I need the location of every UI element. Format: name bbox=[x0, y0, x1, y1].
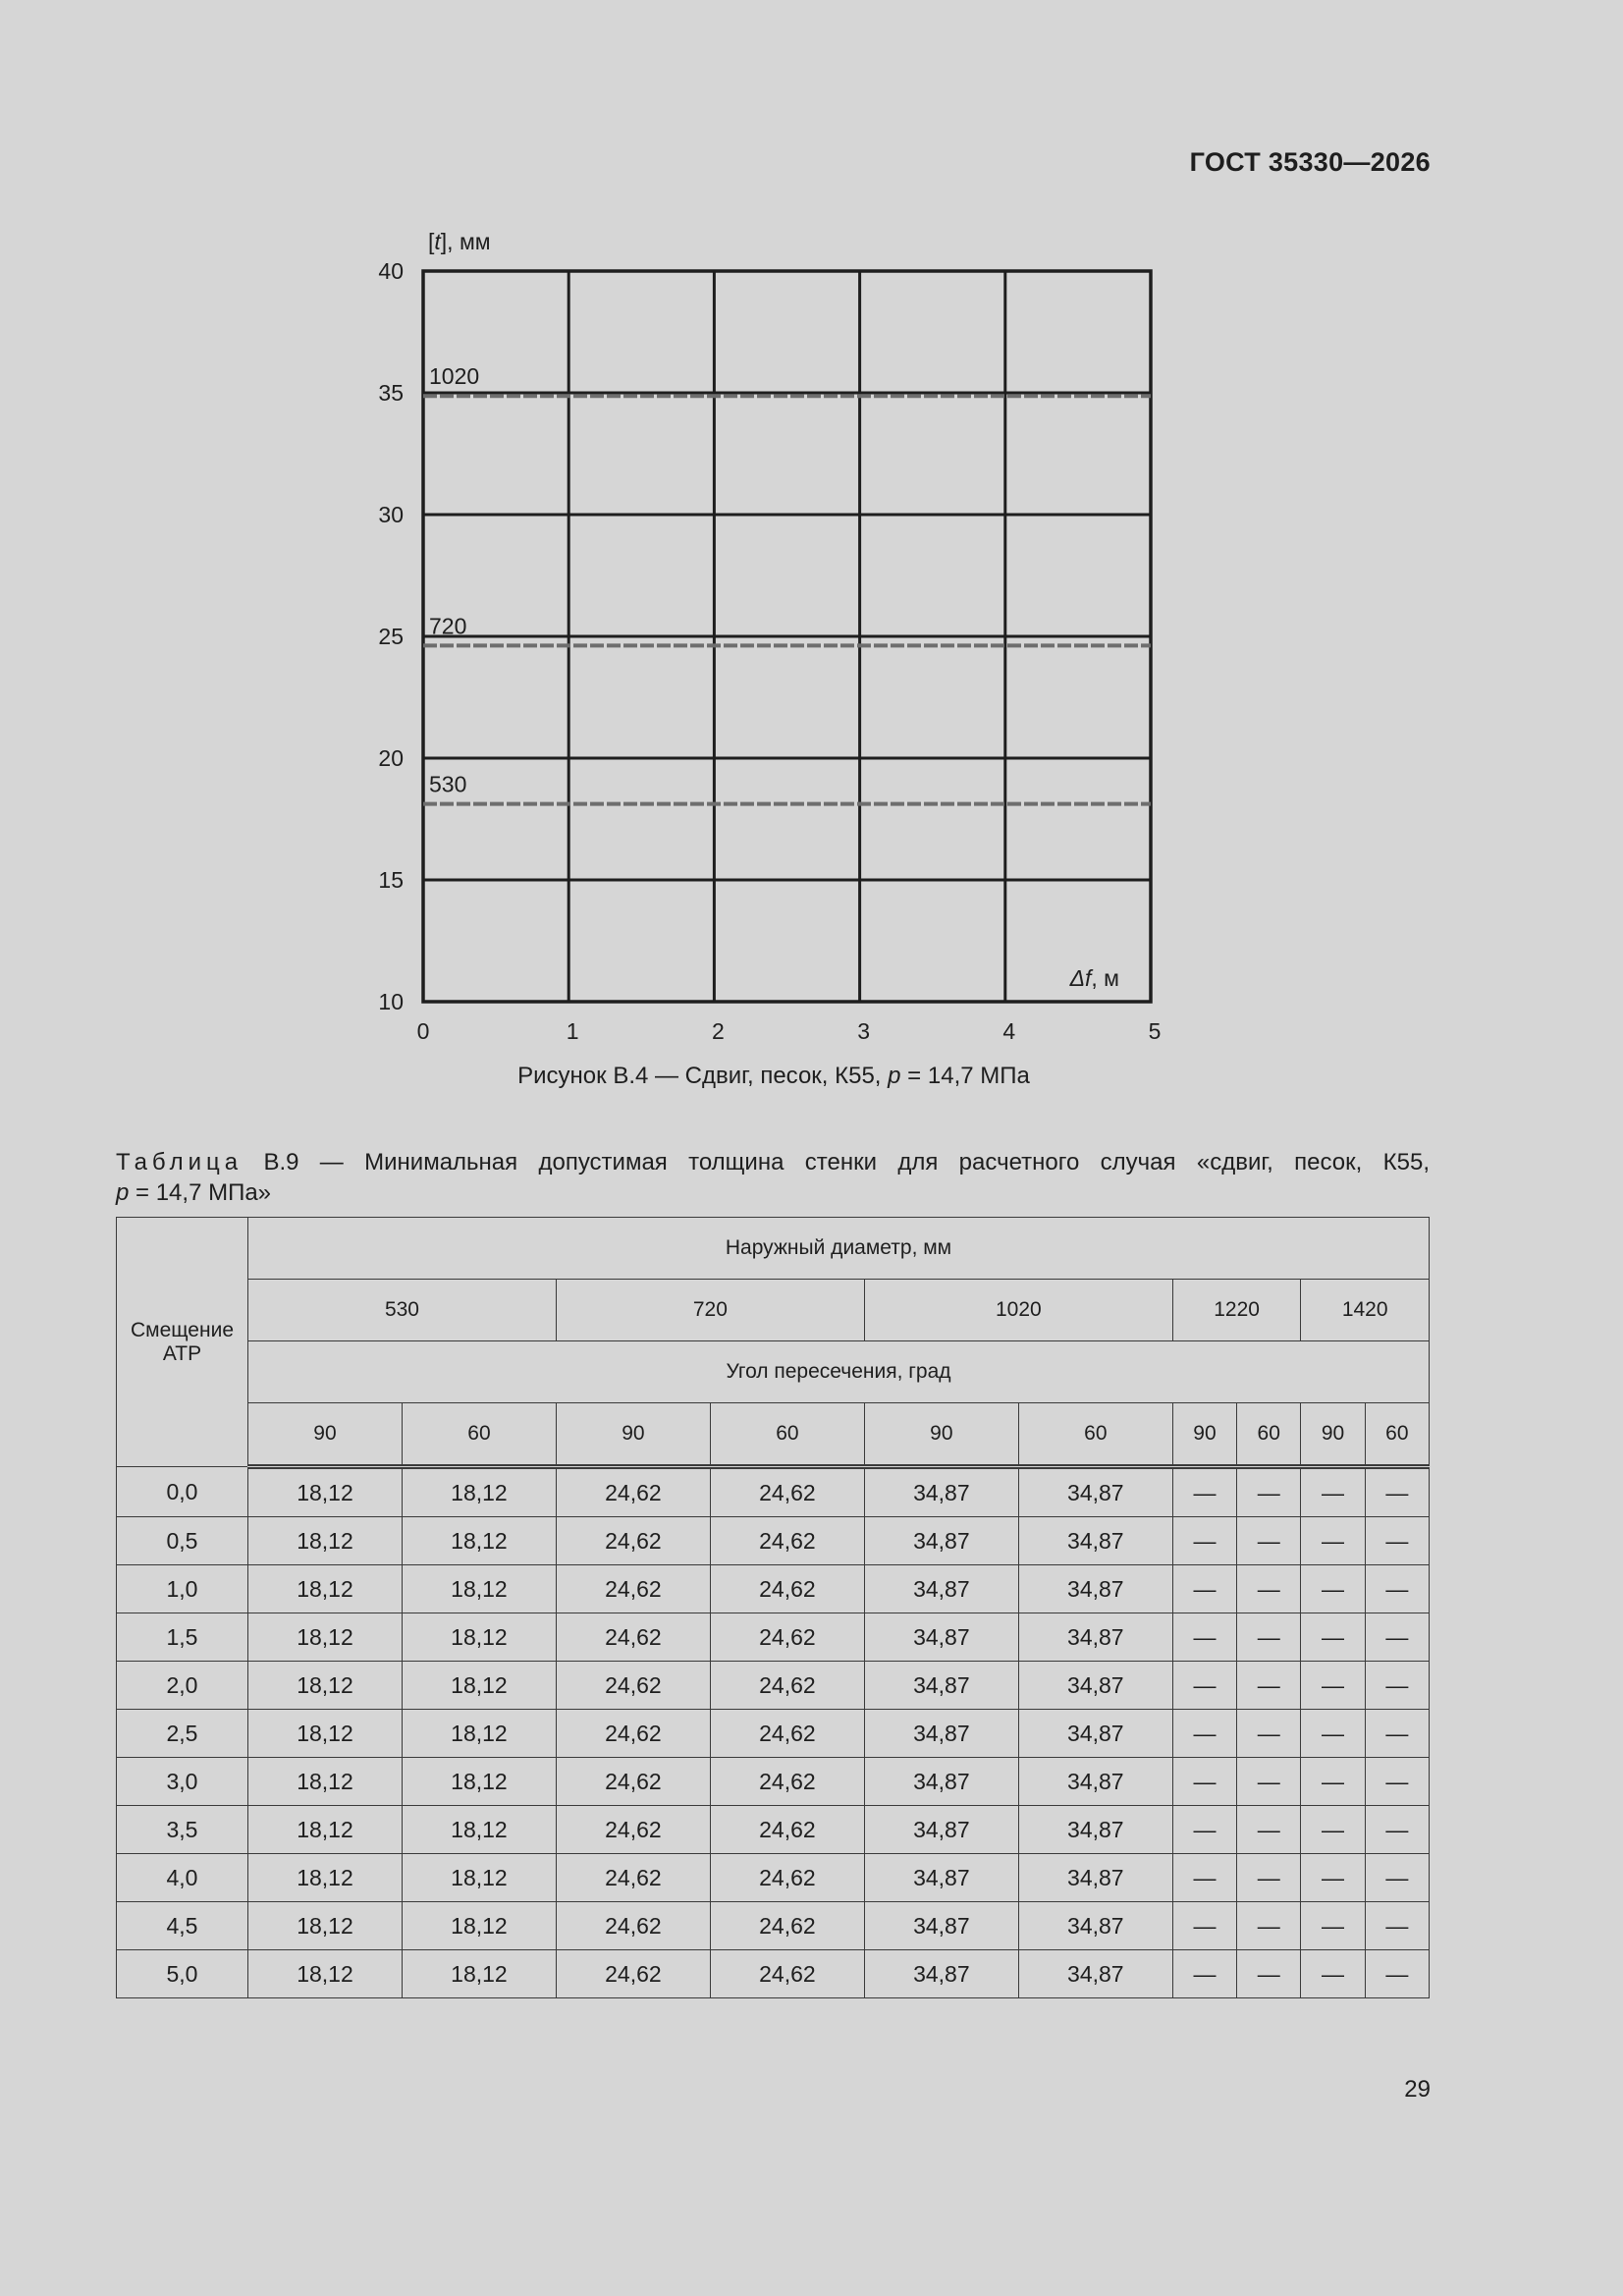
thickness-cell: 34,87 bbox=[864, 1758, 1018, 1806]
offset-cell: 2,0 bbox=[117, 1662, 248, 1710]
thickness-cell: 34,87 bbox=[864, 1517, 1018, 1565]
thickness-cell: 24,62 bbox=[710, 1806, 864, 1854]
table-row bbox=[117, 1662, 1430, 1710]
thickness-cell: 34,87 bbox=[864, 1565, 1018, 1613]
series-label-1020: 1020 bbox=[429, 363, 480, 390]
diameter-header: 1420 bbox=[1301, 1280, 1430, 1341]
y-axis-label-prefix: [ bbox=[428, 229, 435, 254]
y-tick-label: 20 bbox=[378, 745, 404, 771]
angle-header: 60 bbox=[1237, 1403, 1301, 1467]
thickness-table bbox=[116, 1217, 1430, 1998]
thickness-cell: — bbox=[1172, 1806, 1236, 1854]
x-tick-label: 2 bbox=[712, 1018, 725, 1044]
thickness-cell: — bbox=[1365, 1662, 1429, 1710]
thickness-cell: — bbox=[1365, 1517, 1429, 1565]
thickness-cell: — bbox=[1237, 1806, 1301, 1854]
series-label-720: 720 bbox=[429, 613, 467, 639]
figure-caption-prefix: Рисунок В.4 — Сдвиг, песок, К55, bbox=[517, 1063, 889, 1089]
angle-header: 60 bbox=[1365, 1403, 1429, 1467]
table-row bbox=[117, 1710, 1430, 1758]
thickness-cell: — bbox=[1237, 1950, 1301, 1998]
thickness-cell: 18,12 bbox=[402, 1806, 556, 1854]
thickness-cell: 34,87 bbox=[1018, 1758, 1172, 1806]
offset-cell: 1,0 bbox=[117, 1565, 248, 1613]
y-tick-label: 30 bbox=[378, 502, 404, 527]
thickness-cell: 18,12 bbox=[402, 1517, 556, 1565]
thickness-cell: — bbox=[1237, 1467, 1301, 1517]
table-row bbox=[117, 1950, 1430, 1998]
thickness-cell: 24,62 bbox=[710, 1467, 864, 1517]
thickness-cell: 24,62 bbox=[710, 1517, 864, 1565]
thickness-cell: 34,87 bbox=[1018, 1565, 1172, 1613]
thickness-cell: 34,87 bbox=[1018, 1950, 1172, 1998]
thickness-cell: — bbox=[1301, 1565, 1365, 1613]
thickness-cell: 24,62 bbox=[710, 1758, 864, 1806]
table-caption-variable: p bbox=[116, 1179, 130, 1206]
thickness-cell: — bbox=[1365, 1710, 1429, 1758]
thickness-cell: 18,12 bbox=[402, 1758, 556, 1806]
thickness-cell: — bbox=[1365, 1467, 1429, 1517]
y-tick-label: 35 bbox=[378, 380, 404, 406]
offset-cell: 2,5 bbox=[117, 1710, 248, 1758]
group-header-diameter: Наружный диаметр, мм bbox=[248, 1218, 1430, 1280]
thickness-cell: 18,12 bbox=[402, 1902, 556, 1950]
thickness-cell: — bbox=[1237, 1854, 1301, 1902]
y-axis-label bbox=[428, 229, 491, 254]
offset-cell: 3,5 bbox=[117, 1806, 248, 1854]
table-body bbox=[117, 1467, 1430, 1998]
thickness-cell: 34,87 bbox=[864, 1902, 1018, 1950]
x-tick-label: 1 bbox=[566, 1018, 579, 1044]
x-tick-label: 5 bbox=[1148, 1018, 1162, 1044]
x-axis-label-suffix: , м bbox=[1091, 965, 1119, 991]
thickness-cell: 18,12 bbox=[248, 1758, 403, 1806]
x-tick-label: 0 bbox=[416, 1018, 430, 1044]
y-tick-label: 10 bbox=[378, 989, 404, 1014]
thickness-cell: 18,12 bbox=[402, 1662, 556, 1710]
thickness-cell: 24,62 bbox=[556, 1565, 710, 1613]
angle-header: 90 bbox=[1172, 1403, 1236, 1467]
x-axis-label bbox=[1069, 965, 1119, 991]
thickness-cell: 18,12 bbox=[248, 1467, 403, 1517]
thickness-cell: 18,12 bbox=[248, 1710, 403, 1758]
thickness-cell: — bbox=[1237, 1517, 1301, 1565]
y-axis-label-suffix: ], мм bbox=[440, 229, 491, 254]
angle-header: 60 bbox=[1018, 1403, 1172, 1467]
figure-caption bbox=[0, 1063, 1547, 1090]
y-tick-label: 15 bbox=[378, 867, 404, 893]
thickness-cell: 34,87 bbox=[1018, 1467, 1172, 1517]
table-header bbox=[117, 1218, 1430, 1467]
thickness-cell: — bbox=[1301, 1467, 1365, 1517]
figure-caption-variable: p bbox=[888, 1063, 901, 1089]
thickness-cell: 18,12 bbox=[248, 1565, 403, 1613]
thickness-cell: 24,62 bbox=[556, 1902, 710, 1950]
thickness-cell: — bbox=[1172, 1758, 1236, 1806]
thickness-cell: 24,62 bbox=[556, 1662, 710, 1710]
thickness-cell: — bbox=[1172, 1565, 1236, 1613]
thickness-cell: 18,12 bbox=[248, 1662, 403, 1710]
offset-cell: 4,0 bbox=[117, 1854, 248, 1902]
thickness-cell: 18,12 bbox=[248, 1854, 403, 1902]
thickness-cell: — bbox=[1301, 1710, 1365, 1758]
thickness-cell: 18,12 bbox=[402, 1854, 556, 1902]
thickness-cell: — bbox=[1172, 1467, 1236, 1517]
angle-header: 60 bbox=[710, 1403, 864, 1467]
offset-cell: 0,5 bbox=[117, 1517, 248, 1565]
group-header-angle: Угол пересечения, град bbox=[248, 1341, 1430, 1403]
thickness-cell: — bbox=[1172, 1902, 1236, 1950]
diameter-header: 530 bbox=[248, 1280, 557, 1341]
table-row bbox=[117, 1806, 1430, 1854]
thickness-cell: 24,62 bbox=[710, 1710, 864, 1758]
thickness-cell: 34,87 bbox=[864, 1806, 1018, 1854]
thickness-cell: 34,87 bbox=[1018, 1662, 1172, 1710]
thickness-cell: 34,87 bbox=[864, 1854, 1018, 1902]
thickness-cell: 34,87 bbox=[1018, 1710, 1172, 1758]
thickness-cell: — bbox=[1237, 1758, 1301, 1806]
thickness-cell: 18,12 bbox=[402, 1710, 556, 1758]
thickness-cell: 24,62 bbox=[556, 1950, 710, 1998]
thickness-cell: 34,87 bbox=[864, 1467, 1018, 1517]
thickness-cell: 34,87 bbox=[864, 1662, 1018, 1710]
thickness-cell: 18,12 bbox=[402, 1950, 556, 1998]
thickness-cell: 24,62 bbox=[556, 1467, 710, 1517]
thickness-cell: 18,12 bbox=[248, 1950, 403, 1998]
thickness-cell: 24,62 bbox=[556, 1854, 710, 1902]
thickness-cell: 18,12 bbox=[248, 1613, 403, 1662]
thickness-cell: — bbox=[1237, 1710, 1301, 1758]
thickness-cell: 24,62 bbox=[710, 1662, 864, 1710]
diameter-header: 720 bbox=[556, 1280, 864, 1341]
angle-header: 90 bbox=[248, 1403, 403, 1467]
thickness-cell: 24,62 bbox=[556, 1710, 710, 1758]
table-caption-line2-text: = 14,7 МПа» bbox=[129, 1179, 272, 1206]
thickness-cell: — bbox=[1301, 1806, 1365, 1854]
x-axis-label-variable: Δf bbox=[1069, 965, 1092, 991]
angle-header: 90 bbox=[556, 1403, 710, 1467]
table-row bbox=[117, 1902, 1430, 1950]
x-tick-label: 4 bbox=[1002, 1018, 1016, 1044]
table-caption bbox=[116, 1147, 1430, 1208]
thickness-cell: 34,87 bbox=[864, 1710, 1018, 1758]
thickness-cell: — bbox=[1365, 1758, 1429, 1806]
x-tick-label: 3 bbox=[857, 1018, 870, 1044]
thickness-cell: — bbox=[1237, 1902, 1301, 1950]
thickness-cell: — bbox=[1301, 1854, 1365, 1902]
angle-header: 90 bbox=[1301, 1403, 1365, 1467]
thickness-cell: 24,62 bbox=[556, 1758, 710, 1806]
y-axis-label-variable: t bbox=[434, 229, 441, 254]
chart-series bbox=[423, 396, 1151, 803]
thickness-cell: — bbox=[1301, 1613, 1365, 1662]
thickness-cell: 34,87 bbox=[1018, 1613, 1172, 1662]
table-row bbox=[117, 1467, 1430, 1517]
thickness-cell: — bbox=[1301, 1902, 1365, 1950]
figure-caption-suffix: = 14,7 МПа bbox=[900, 1063, 1030, 1089]
thickness-cell: — bbox=[1237, 1613, 1301, 1662]
thickness-cell: 24,62 bbox=[710, 1902, 864, 1950]
thickness-cell: 34,87 bbox=[864, 1613, 1018, 1662]
thickness-cell: — bbox=[1365, 1950, 1429, 1998]
page-number: 29 bbox=[1404, 2076, 1431, 2103]
offset-cell: 4,5 bbox=[117, 1902, 248, 1950]
thickness-cell: — bbox=[1301, 1758, 1365, 1806]
diameter-header: 1220 bbox=[1172, 1280, 1301, 1341]
y-tick-label: 25 bbox=[378, 624, 404, 649]
thickness-cell: — bbox=[1172, 1854, 1236, 1902]
thickness-cell: — bbox=[1172, 1710, 1236, 1758]
table-caption-line1: В.9 — Минимальная допустимая толщина стенки для расчетного случая «сдвиг, песок, К55, bbox=[243, 1149, 1430, 1175]
thickness-cell: 24,62 bbox=[556, 1517, 710, 1565]
thickness-cell: — bbox=[1237, 1565, 1301, 1613]
table-row bbox=[117, 1517, 1430, 1565]
angle-header: 60 bbox=[402, 1403, 556, 1467]
thickness-cell: — bbox=[1301, 1517, 1365, 1565]
chart-grid bbox=[423, 271, 1151, 1002]
thickness-cell: — bbox=[1172, 1613, 1236, 1662]
thickness-cell: 18,12 bbox=[402, 1467, 556, 1517]
table-caption-label: Таблица bbox=[116, 1149, 243, 1175]
thickness-cell: — bbox=[1365, 1902, 1429, 1950]
thickness-cell: — bbox=[1365, 1854, 1429, 1902]
thickness-cell: — bbox=[1237, 1662, 1301, 1710]
offset-cell: 3,0 bbox=[117, 1758, 248, 1806]
thickness-cell: 24,62 bbox=[710, 1565, 864, 1613]
thickness-cell: 34,87 bbox=[864, 1950, 1018, 1998]
thickness-cell: 24,62 bbox=[710, 1950, 864, 1998]
diameter-header: 1020 bbox=[864, 1280, 1172, 1341]
table-row bbox=[117, 1854, 1430, 1902]
wall-thickness-chart bbox=[0, 0, 1623, 1061]
table-row bbox=[117, 1565, 1430, 1613]
offset-cell: 5,0 bbox=[117, 1950, 248, 1998]
angle-header: 90 bbox=[864, 1403, 1018, 1467]
offset-cell: 1,5 bbox=[117, 1613, 248, 1662]
offset-cell: 0,0 bbox=[117, 1467, 248, 1517]
thickness-cell: — bbox=[1301, 1662, 1365, 1710]
table-row bbox=[117, 1758, 1430, 1806]
thickness-cell: — bbox=[1172, 1662, 1236, 1710]
thickness-cell: — bbox=[1365, 1806, 1429, 1854]
standard-designation: ГОСТ 35330—2026 bbox=[1189, 147, 1431, 177]
thickness-cell: 18,12 bbox=[402, 1565, 556, 1613]
thickness-cell: 18,12 bbox=[248, 1902, 403, 1950]
thickness-cell: 24,62 bbox=[710, 1613, 864, 1662]
series-label-530: 530 bbox=[429, 771, 467, 797]
thickness-cell: 18,12 bbox=[248, 1517, 403, 1565]
thickness-cell: 24,62 bbox=[556, 1806, 710, 1854]
thickness-cell: — bbox=[1172, 1517, 1236, 1565]
thickness-cell: 34,87 bbox=[1018, 1854, 1172, 1902]
table-caption-line2 bbox=[116, 1177, 1430, 1208]
thickness-cell: 24,62 bbox=[556, 1613, 710, 1662]
thickness-cell: 34,87 bbox=[1018, 1902, 1172, 1950]
thickness-cell: — bbox=[1172, 1950, 1236, 1998]
row-header-offset: Смещение АТР bbox=[117, 1218, 248, 1467]
thickness-cell: 18,12 bbox=[248, 1806, 403, 1854]
thickness-cell: 18,12 bbox=[402, 1613, 556, 1662]
y-tick-label: 40 bbox=[378, 258, 404, 284]
thickness-cell: — bbox=[1365, 1565, 1429, 1613]
table-row bbox=[117, 1613, 1430, 1662]
thickness-cell: — bbox=[1365, 1613, 1429, 1662]
thickness-cell: 24,62 bbox=[710, 1854, 864, 1902]
thickness-cell: 34,87 bbox=[1018, 1517, 1172, 1565]
thickness-cell: — bbox=[1301, 1950, 1365, 1998]
thickness-cell: 34,87 bbox=[1018, 1806, 1172, 1854]
